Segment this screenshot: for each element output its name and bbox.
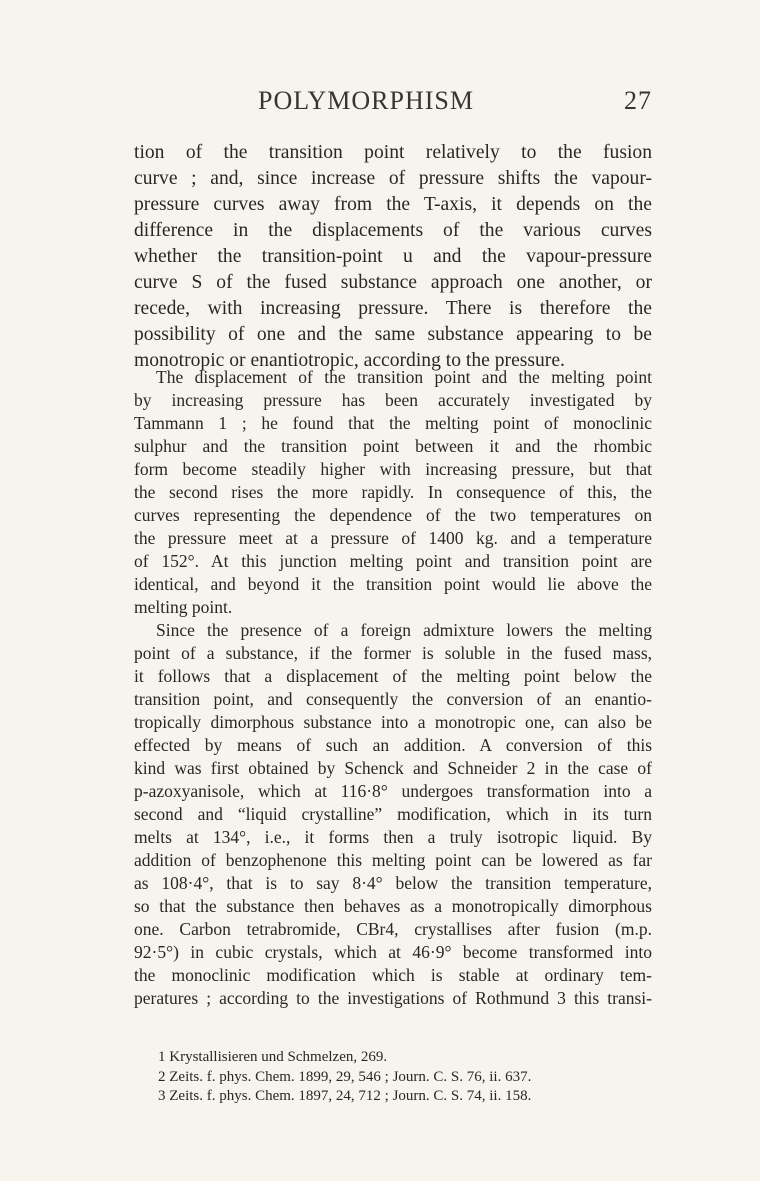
text-line: transition point, and consequently the conversion of an enantio- [134,689,652,709]
text-line: kind was first obtained by Schenck and Schneider 2 in the case of [134,758,652,778]
paragraph-3 [134,619,652,1010]
text-line: the second rises the more rapidly. In consequence of this, the [134,482,652,502]
text-line: identical, and beyond it the transition point would lie above the [134,574,652,594]
text-line: addition of benzophenone this melting point can be lowered as far [134,850,652,870]
text-line: The displacement of the transition point and the melting point [156,367,652,387]
paragraph-1 [134,140,652,374]
text-line: Tammann 1 ; he found that the melting point of monoclinic [134,413,652,433]
text-line: sulphur and the transition point between it and the rhombic [134,436,652,456]
text-line: tropically dimorphous substance into a monotropic one, can also be [134,712,652,732]
text-line: possibility of one and the same substance appearing to be [134,324,652,345]
text-line: by increasing pressure has been accurately investigated by [134,390,652,410]
text-line: one. Carbon tetrabromide, CBr4, crystallises after fusion (m.p. [134,919,652,939]
text-line: melting point. [134,597,233,617]
paragraph-2 [134,366,652,619]
text-line: effected by means of such an addition. A conversion of this [134,735,652,755]
text-line: as 108·4°, that is to say 8·4° below the transition temperature, [134,873,652,893]
text-line: whether the transition-point u and the vapour-pressure [134,246,652,267]
text-line: it follows that a displacement of the melting point below the [134,666,652,686]
text-line: curve S of the fused substance approach one another, or [134,272,652,293]
text-line: difference in the displacements of the various curves [134,220,652,241]
text-line: 92·5°) in cubic crystals, which at 46·9° become transformed into [134,942,652,962]
text-line: point of a substance, if the former is soluble in the fused mass, [134,643,652,663]
page-number: 27 [624,86,652,115]
text-line: tion of the transition point relatively to the fusion [134,142,652,163]
text-line: form become steadily higher with increasing pressure, but that [134,459,652,479]
text-line: the monoclinic modification which is stable at ordinary tem- [134,965,652,985]
footnotes [134,1048,652,1107]
small-print-section [134,366,652,1010]
text-line: p-azoxyanisole, which at 116·8° undergoes transformation into a [134,781,652,801]
text-line: melts at 134°, i.e., it forms then a truly isotropic liquid. By [134,827,652,847]
text-line: the pressure meet at a pressure of 1400 kg. and a temperature [134,528,652,548]
text-line: second and “liquid crystalline” modification, which in its turn [134,804,652,824]
footnote-3: 3 Zeits. f. phys. Chem. 1897, 24, 712 ; Journ. C. S. 74, ii. 158. [158,1088,532,1104]
text-line: Since the presence of a foreign admixture lowers the melting [156,620,652,640]
text-line: recede, with increasing pressure. There is therefore the [134,298,652,319]
footnote-2: 2 Zeits. f. phys. Chem. 1899, 29, 546 ; Journ. C. S. 76, ii. 637. [158,1068,532,1085]
text-line: curve ; and, since increase of pressure shifts the vapour- [134,168,652,189]
text-line: so that the substance then behaves as a monotropically dimorphous [134,896,652,916]
running-title: POLYMORPHISM [258,86,475,115]
text-line: pressure curves away from the T-axis, it depends on the [134,194,652,215]
text-line: monotropic or enantiotropic, according to the pressure. [134,350,565,371]
footnote-1: 1 Krystallisieren und Schmelzen, 269. [158,1049,388,1065]
text-line: curves representing the dependence of the two temperatures on [134,505,652,525]
text-line: peratures ; according to the investigations of Rothmund 3 this transi- [134,988,652,1008]
text-line: of 152°. At this junction melting point and transition point are [134,551,652,571]
running-header [132,86,652,120]
